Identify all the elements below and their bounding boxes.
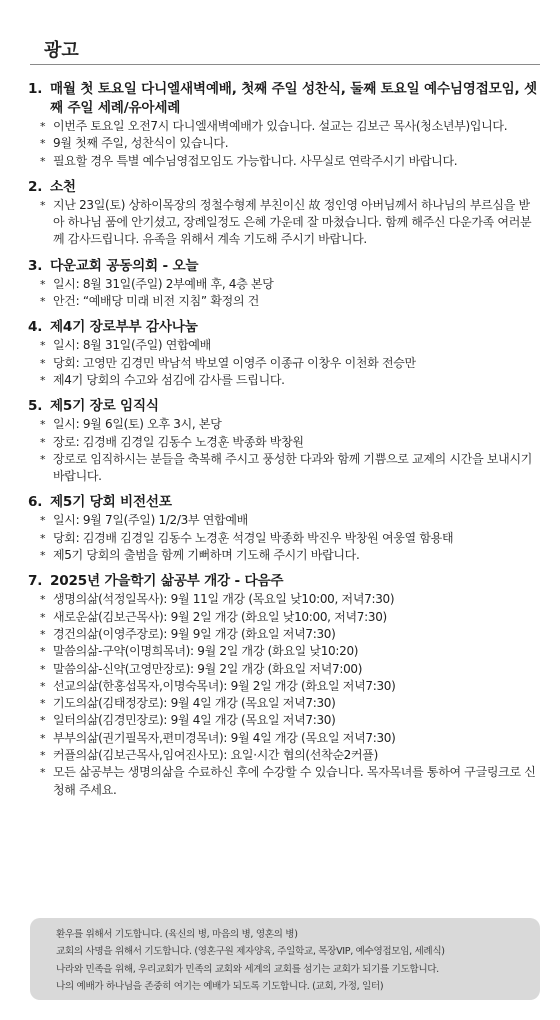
list-item-text: 생명의삶(석정일목사): 9월 11일 개강 (목요일 낮10:00, 저녁7:30) — [53, 592, 395, 607]
list-item-text: 당회: 김경배 김경일 김동수 노경훈 석경일 박종화 박진우 박창원 여웅열 함용태 — [53, 530, 454, 545]
list-item-text: 9월 첫째 주일, 성찬식이 있습니다. — [53, 136, 229, 151]
announcement-section — [28, 572, 538, 799]
list-item-text: 장로: 김경배 김경일 김동수 노경훈 박종화 박창원 — [53, 434, 304, 449]
section-number: 5. — [28, 398, 43, 415]
list-item-text: 모든 삶공부는 생명의삶을 수료하신 후에 수강할 수 있습니다. 목자목녀를 통하여 구글링크로 신청해 주세요. — [53, 765, 536, 797]
asterisk-bullet-icon: * — [40, 662, 46, 676]
list-item — [40, 591, 538, 608]
section-heading — [28, 318, 538, 337]
asterisk-bullet-icon: * — [40, 645, 46, 659]
section-items — [40, 197, 538, 249]
list-item — [40, 372, 538, 389]
prayer-line: 나라와 민족을 위해, 우리교회가 민족의 교회와 세계의 교회를 섬기는 교회가 되기를 기도합니다. — [56, 963, 439, 975]
announcement-section — [28, 397, 538, 485]
list-item — [40, 337, 538, 354]
list-item-text: 필요할 경우 특별 예수님영접모임도 가능합니다. 사무실로 연락주시기 바랍니다. — [53, 153, 458, 168]
asterisk-bullet-icon: * — [40, 766, 46, 780]
section-heading — [28, 572, 538, 591]
title-divider — [30, 64, 540, 65]
list-item-text: 새로운삶(김보근목사): 9월 2일 개강 (화요일 낮10:00, 저녁7:30) — [53, 609, 387, 624]
section-number: 6. — [28, 494, 43, 511]
section-title: 소천 — [50, 178, 76, 195]
list-item-text: 지난 23일(토) 상하이목장의 정철수형제 부친이신 故 정인영 아버님께서 하나님의 부르심을 받아 하나님 품에 안기셨고, 장례일정도 은혜 가운데 잘 마쳤습니다. 함께 해주신 다운가족 여러분께 감사드립니다. 유족을 위해서 계속 기도해 주시기 바랍니다. — [53, 197, 532, 247]
asterisk-bullet-icon: * — [40, 120, 46, 133]
section-heading — [28, 80, 538, 118]
list-item — [40, 626, 538, 643]
list-item — [40, 197, 538, 249]
section-number: 4. — [28, 319, 43, 336]
list-item — [40, 609, 538, 626]
asterisk-bullet-icon: * — [40, 749, 46, 763]
list-item — [40, 547, 538, 564]
list-item — [40, 434, 538, 451]
asterisk-bullet-icon: * — [40, 679, 46, 693]
section-number: 7. — [28, 573, 43, 590]
asterisk-bullet-icon: * — [40, 198, 46, 212]
section-title: 다운교회 공동의회 - 오늘 — [50, 257, 199, 274]
section-number: 2. — [28, 178, 43, 195]
list-item-text: 경건의삶(이영주장로): 9월 9일 개강 (화요일 저녁7:30) — [53, 626, 336, 641]
section-items — [40, 118, 538, 170]
list-item — [40, 416, 538, 433]
section-title: 제4기 장로부부 감사나눔 — [50, 319, 198, 336]
asterisk-bullet-icon: * — [40, 610, 46, 624]
page-title: 광고 — [44, 40, 79, 61]
list-item-text: 부부의삶(권기필목자,편미경목녀): 9월 4일 개강 (목요일 저녁7:30) — [53, 730, 396, 745]
list-item — [40, 661, 538, 678]
list-item — [40, 678, 538, 695]
announcement-section — [28, 257, 538, 311]
announcement-section — [28, 493, 538, 564]
asterisk-bullet-icon: * — [40, 373, 46, 387]
section-items — [40, 416, 538, 485]
list-item — [40, 764, 538, 799]
asterisk-bullet-icon: * — [40, 356, 46, 370]
section-title: 제5기 당회 비전선포 — [50, 494, 172, 511]
list-item-text: 커플의삶(김보근목사,임여진사모): 요일·시간 협의(선착순2커플) — [53, 748, 378, 763]
asterisk-bullet-icon: * — [40, 137, 46, 151]
list-item-text: 일시: 8월 31일(주일) 연합예배 — [53, 338, 211, 353]
list-item — [40, 712, 538, 729]
list-item — [40, 153, 538, 170]
prayer-line: 환우를 위해서 기도합니다. (육신의 병, 마음의 병, 영혼의 병) — [56, 929, 298, 940]
asterisk-bullet-icon: * — [40, 277, 46, 291]
prayer-line: 교회의 사명을 위해서 기도합니다. (영혼구원 제자양육, 주일학교, 목장VIP, 예수영접모임, 세례식) — [56, 946, 445, 958]
list-item-text: 이번주 토요일 오전7시 다니엘새벽예배가 있습니다. 설교는 김보근 목사(청소년부)입니다. — [53, 119, 508, 133]
announcement-section — [28, 178, 538, 249]
asterisk-bullet-icon: * — [40, 731, 46, 745]
list-item-text: 말씀의삶-구약(이명희목녀): 9월 2일 개강 (화요일 낮10:20) — [53, 644, 359, 659]
list-item — [40, 135, 538, 152]
list-item-text: 제5기 당회의 출범을 함께 기뻐하며 기도해 주시기 바랍니다. — [53, 548, 360, 563]
section-items — [40, 276, 538, 311]
asterisk-bullet-icon: * — [40, 514, 46, 528]
asterisk-bullet-icon: * — [40, 697, 46, 711]
announcement-list — [28, 72, 538, 799]
list-item-text: 선교의삶(한홍섭목자,이명숙목녀): 9월 2일 개강 (화요일 저녁7:30) — [53, 678, 396, 693]
section-items — [40, 337, 538, 389]
list-item — [40, 355, 538, 372]
asterisk-bullet-icon: * — [40, 593, 46, 607]
section-heading — [28, 493, 538, 512]
list-item-text: 일터의삶(김경민장로): 9월 4일 개강 (목요일 저녁7:30) — [53, 713, 336, 728]
list-item-text: 일시: 9월 6일(토) 오후 3시, 본당 — [53, 417, 222, 432]
prayer-box — [30, 918, 540, 1000]
section-title: 제5기 장로 임직식 — [50, 398, 159, 415]
list-item — [40, 643, 538, 660]
asterisk-bullet-icon: * — [40, 627, 46, 641]
list-item-text: 일시: 8월 31일(주일) 2부예배 후, 4층 본당 — [53, 276, 274, 291]
asterisk-bullet-icon: * — [40, 154, 46, 168]
section-number: 1. — [28, 81, 43, 97]
list-item — [40, 530, 538, 547]
announcement-section — [28, 80, 538, 170]
section-title: 매월 첫 토요일 다니엘새벽예배, 첫째 주일 성찬식, 둘째 토요일 예수님영접모임, 셋째 주일 세례/유아세례 — [50, 81, 537, 116]
asterisk-bullet-icon: * — [40, 549, 46, 563]
section-heading — [28, 178, 538, 197]
list-item — [40, 512, 538, 529]
asterisk-bullet-icon: * — [40, 339, 46, 353]
list-item-text: 말씀의삶-신약(고영만장로): 9월 2일 개강 (화요일 저녁7:00) — [53, 661, 363, 676]
section-title: 2025년 가을학기 삶공부 개강 - 다음주 — [50, 573, 284, 590]
list-item-text: 제4기 당회의 수고와 섬김에 감사를 드립니다. — [53, 372, 285, 387]
asterisk-bullet-icon: * — [40, 714, 46, 728]
list-item — [40, 118, 538, 135]
section-items — [40, 512, 538, 564]
list-item — [40, 276, 538, 293]
section-items — [40, 591, 538, 799]
list-item — [40, 747, 538, 764]
asterisk-bullet-icon: * — [40, 295, 46, 309]
list-item-text: 당회: 고영만 김경민 박남석 박보열 이영주 이종규 이창우 이천화 전승만 — [53, 355, 416, 370]
list-item — [40, 293, 538, 310]
list-item — [40, 695, 538, 712]
section-heading — [28, 257, 538, 276]
asterisk-bullet-icon: * — [40, 452, 46, 466]
list-item-text: 장로로 임직하시는 분들을 축복해 주시고 풍성한 다과와 함께 기쁨으로 교제의 시간을 보내시기 바랍니다. — [53, 451, 533, 484]
section-heading — [28, 397, 538, 416]
list-item — [40, 451, 538, 486]
asterisk-bullet-icon: * — [40, 531, 46, 545]
list-item — [40, 730, 538, 747]
list-item-text: 안건: “예배당 미래 비전 지침” 확정의 건 — [53, 294, 260, 309]
asterisk-bullet-icon: * — [40, 418, 46, 432]
section-number: 3. — [28, 257, 43, 274]
asterisk-bullet-icon: * — [40, 435, 46, 449]
list-item-text: 일시: 9월 7일(주일) 1/2/3부 연합예배 — [53, 513, 248, 528]
prayer-line: 나의 예배가 하나님을 존중히 여기는 예배가 되도록 기도합니다. (교회, 가정, 일터) — [56, 981, 384, 993]
list-item-text: 기도의삶(김태정장로): 9월 4일 개강 (목요일 저녁7:30) — [53, 696, 336, 711]
announcement-section — [28, 318, 538, 389]
